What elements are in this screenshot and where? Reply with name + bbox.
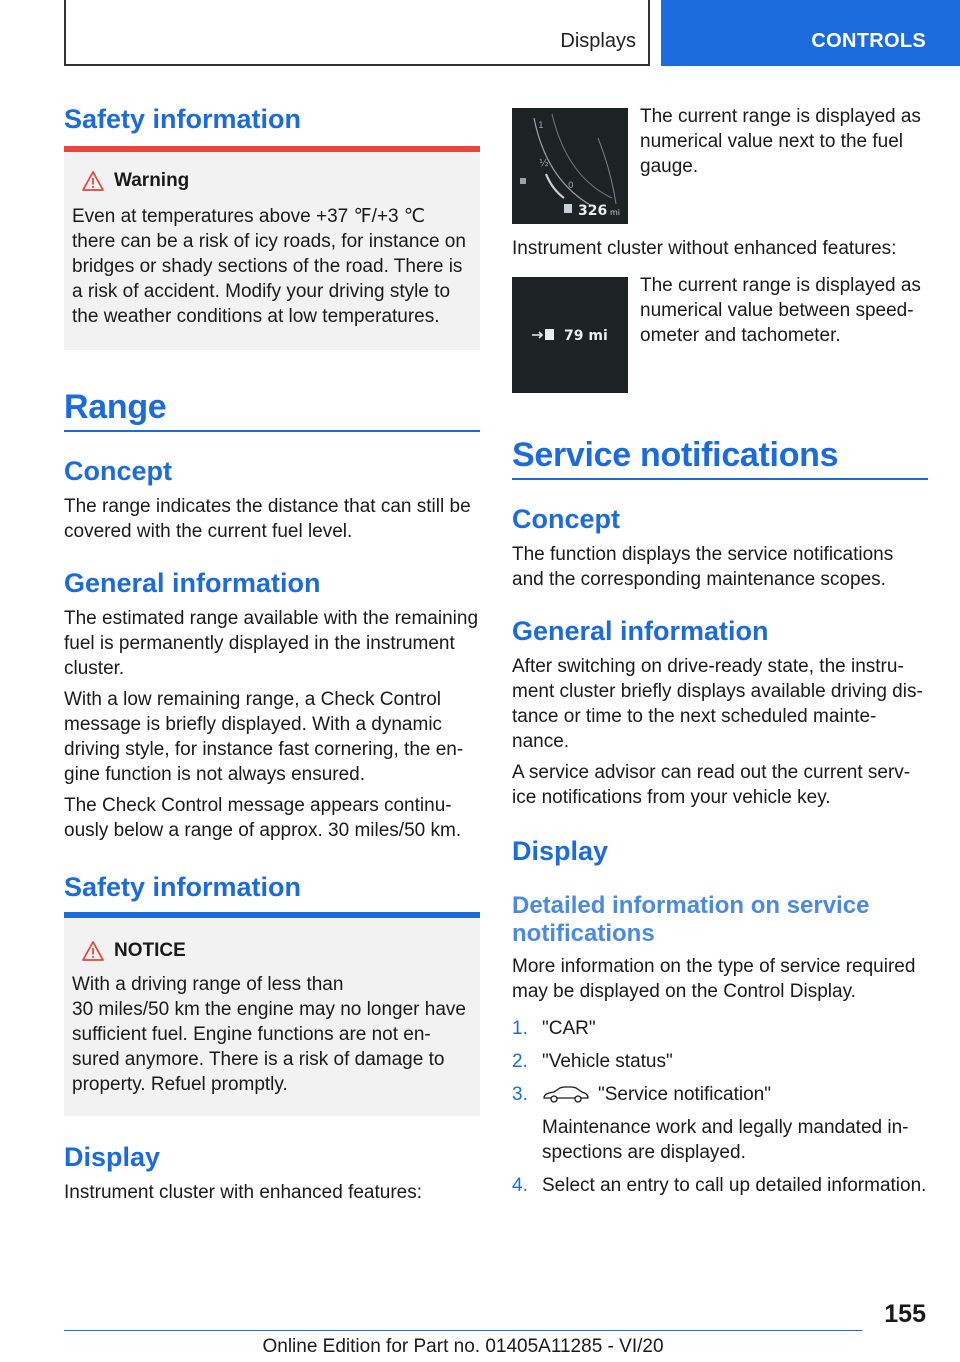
range-safety-heading: Safety information [64, 872, 302, 902]
text-line: message is briefly displayed. With a dynamic [64, 714, 443, 735]
header-section-label: Displays [560, 30, 636, 52]
warning-box [64, 146, 480, 350]
notice-label: NOTICE [114, 940, 186, 961]
notice-text [72, 972, 472, 1097]
step-number: 1. [512, 1018, 528, 1039]
notice-line: sured anymore. There is a risk of damage to [72, 1049, 445, 1070]
header-chapter-label: CONTROLS [811, 30, 926, 52]
range-display-graphic [512, 277, 628, 393]
text-line: gauge. [640, 156, 699, 177]
text-line: The estimated range available with the remaining [64, 608, 479, 629]
enhanced-cluster-image [512, 108, 628, 224]
service-concept-text [512, 542, 932, 592]
basic-cluster-caption [640, 273, 940, 348]
text-line: The Check Control message appears continu- [64, 795, 452, 816]
page-number: 155 [884, 1300, 926, 1328]
range-general-heading: General information [64, 568, 321, 598]
text-line: The function displays the service notifications [512, 544, 894, 565]
warning-label: Warning [114, 170, 190, 191]
enhanced-cluster-caption [640, 104, 940, 179]
warning-text [72, 204, 472, 329]
range-general-text [64, 606, 484, 843]
text-line: numerical value next to the fuel [640, 131, 903, 152]
heading-line: Detailed information on service [512, 892, 870, 919]
notice-bar [64, 912, 480, 918]
step-text: "CAR" [542, 1018, 596, 1039]
warning-line: there can be a risk of icy roads, for instance on [72, 231, 466, 252]
without-enhanced-text: Instrument cluster without enhanced features: [512, 238, 897, 259]
step-number: 3. [512, 1084, 528, 1105]
notice-line: property. Refuel promptly. [72, 1074, 288, 1095]
notice-triangle-icon [82, 941, 104, 961]
service-notifications-heading: Service notifications [512, 436, 839, 474]
gauge-tick-label: 0 [568, 181, 574, 191]
text-line: ment cluster briefly displays available driving dis- [512, 681, 923, 702]
safety-information-heading: Safety information [64, 104, 302, 134]
range-display-heading: Display [64, 1142, 161, 1172]
header-section-tab [64, 0, 650, 66]
notice-line: sufficient fuel. Engine functions are not en- [72, 1024, 431, 1045]
step-text: "Service notification" [598, 1084, 771, 1105]
service-general-heading: General information [512, 616, 769, 646]
text-line: numerical value between speed- [640, 300, 914, 321]
warning-line: the weather conditions at low temperatures. [72, 306, 440, 327]
text-line: driving style, for instance fast cornering, the en- [64, 739, 464, 760]
range-heading-rule [64, 430, 480, 432]
gauge-tick-label: 1 [538, 121, 544, 131]
step-number: 4. [512, 1175, 528, 1196]
car-icon [542, 1085, 590, 1103]
detailed-info-heading [512, 892, 932, 948]
text-line: nance. [512, 731, 570, 752]
range-heading: Range [64, 388, 167, 426]
text-line: The range indicates the distance that can still be [64, 496, 471, 517]
text-line: After switching on drive-ready state, the instru- [512, 656, 904, 677]
service-display-heading: Display [512, 836, 609, 866]
footer-rule [64, 1330, 862, 1331]
range-concept-text [64, 494, 484, 544]
notice-line: 30 miles/50 km the engine may no longer have [72, 999, 466, 1020]
text-line: cluster. [64, 658, 125, 679]
text-line: fuel is permanently displayed in the instrument [64, 633, 455, 654]
gauge-tick-label: ½ [539, 158, 549, 169]
step-text: "Vehicle status" [542, 1051, 673, 1072]
step-text: spections are displayed. [542, 1142, 746, 1163]
fuel-gauge-graphic [512, 108, 628, 224]
text-line: may be displayed on the Control Display. [512, 981, 856, 1002]
warning-line: bridges or shady sections of the road. There is [72, 256, 463, 277]
text-line: The current range is displayed as [640, 106, 921, 127]
service-steps-list [512, 1016, 932, 1206]
range-concept-heading: Concept [64, 456, 172, 486]
text-line: covered with the current fuel level. [64, 521, 353, 542]
warning-triangle-icon [82, 171, 104, 191]
range-readout: 79 mi [564, 328, 608, 344]
detailed-info-text [512, 954, 932, 1004]
service-heading-rule [512, 478, 928, 480]
range-readout: 326 [578, 203, 608, 219]
warning-bar [64, 146, 480, 152]
step-number: 2. [512, 1051, 528, 1072]
range-unit: mi [610, 208, 621, 217]
notice-header [82, 940, 186, 962]
notice-box [64, 912, 480, 1116]
text-line: tance or time to the next scheduled mainte- [512, 706, 877, 727]
step-text: Maintenance work and legally mandated in- [542, 1117, 909, 1138]
text-line: ometer and tachometer. [640, 325, 841, 346]
text-line: ously below a range of approx. 30 miles/50 km. [64, 820, 462, 841]
text-line: ice notifications from your vehicle key. [512, 787, 831, 808]
warning-header [82, 170, 189, 192]
service-concept-heading: Concept [512, 504, 620, 534]
basic-cluster-image [512, 277, 628, 393]
step-text: Select an entry to call up detailed information. [542, 1175, 927, 1196]
range-display-text: Instrument cluster with enhanced features: [64, 1182, 423, 1203]
service-general-text [512, 654, 932, 810]
text-line: More information on the type of service required [512, 956, 916, 977]
warning-line: a risk of accident. Modify your driving style to [72, 281, 451, 302]
heading-line: notifications [512, 920, 655, 947]
notice-line: With a driving range of less than [72, 974, 344, 995]
text-line: The current range is displayed as [640, 275, 921, 296]
warning-line: Even at temperatures above +37 ℉/+3 ℃ [72, 206, 426, 227]
text-line: and the corresponding maintenance scopes. [512, 569, 886, 590]
text-line: A service advisor can read out the current serv- [512, 762, 911, 783]
footer-edition: Online Edition for Part no. 01405A11285 - VI/20 [262, 1336, 664, 1357]
header-chapter-tab [661, 0, 960, 66]
text-line: With a low remaining range, a Check Control [64, 689, 442, 710]
text-line: gine function is not always ensured. [64, 764, 366, 785]
